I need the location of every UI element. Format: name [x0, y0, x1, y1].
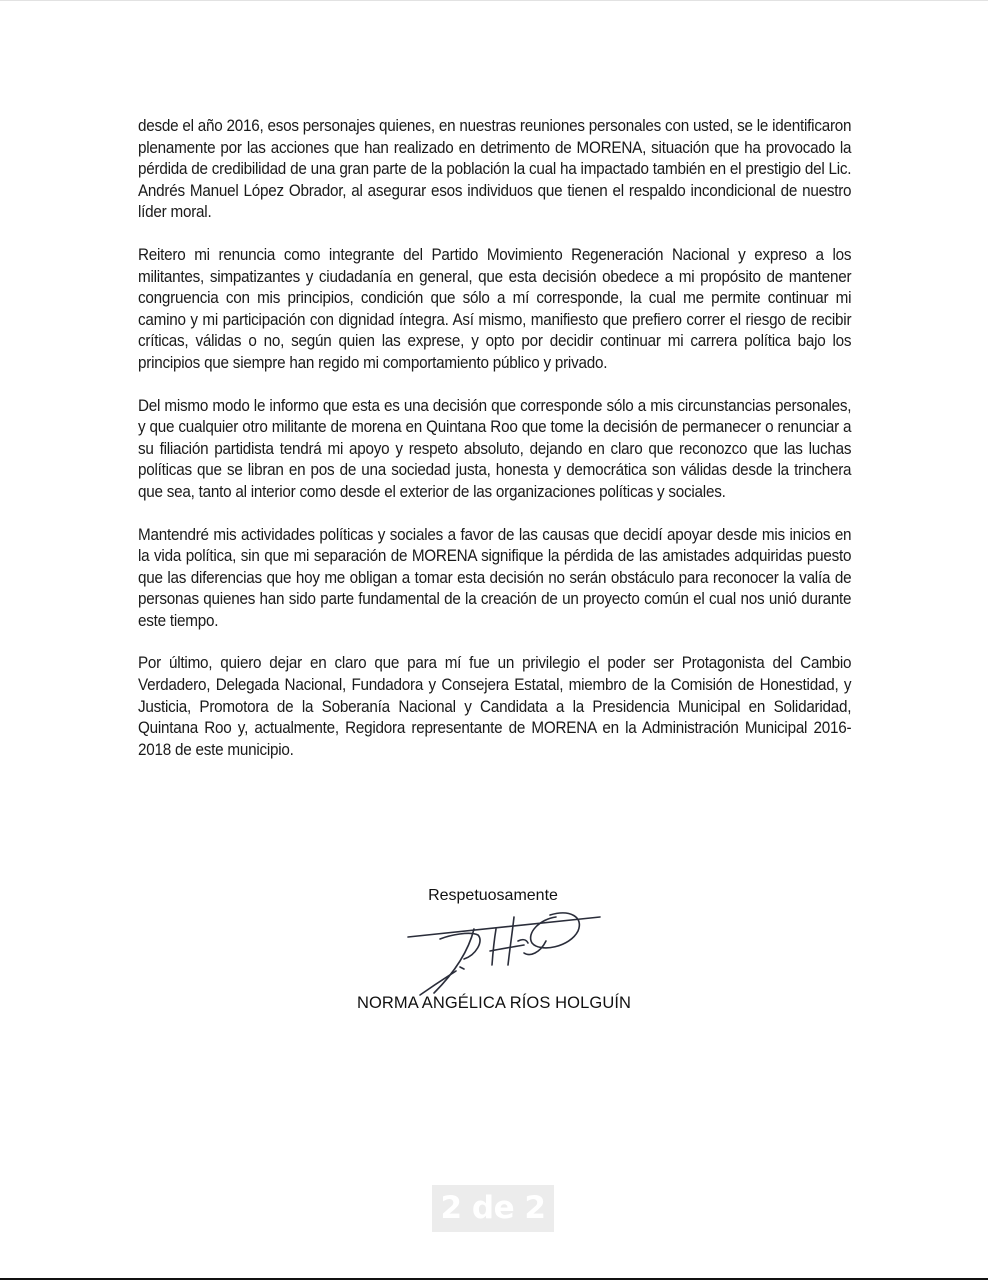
page-indicator: 2 de 2 [432, 1185, 554, 1232]
closing-text: Respetuosamente [428, 887, 558, 904]
paragraph-5: Por último, quiero dejar en claro que para mí fue un privilegio el poder ser Protagonista del Cambio Verdadero, Delegada Nacional, Fundadora y Consejera Estatal, miembro de la Comisión de Honestidad, y Justicia, Promotora de la Soberanía Nacional y Candidata a la Presidencia Municipal en Solidaridad, Quintana Roo y, actualmente, Regidora representante de MORENA en la Administración Municipal 2016-2018 de este municipio. [138, 654, 852, 759]
signer-name [0, 994, 988, 1013]
paragraph-3: Del mismo modo le informo que esta es una decisión que corresponde sólo a mis circunstancias personales, y que cualquier otro militante de morena en Quintana Roo que tome la decisión de permanecer o renunciar a su filiación partidista tendrá mi apoyo y respeto absoluto, dejando en claro que reconozco que las luchas políticas que se libran en pos de una sociedad justa, honesta y democrática son válidas desde la trinchera que sea, tanto al interior como desde el exterior de las organizaciones políticas y sociales. [138, 396, 852, 501]
page-top-edge [0, 0, 988, 1]
paragraph-1: desde el año 2016, esos personajes quienes, en nuestras reuniones personales con usted, se le identificaron plenamente por las acciones que han realizado en detrimento de MORENA, situación que ha provocado la pérdida de credibilidad de una gran parte de la población la cual ha impactado también en el prestigio del Lic. Andrés Manuel López Obrador, al asegurar esos individuos que tienen el respaldo incondicional de nuestro líder moral. [138, 117, 852, 222]
paragraph-4: Mantendré mis actividades políticas y sociales a favor de las causas que decidí apoyar desde mis inicios en la vida política, sin que mi separación de MORENA signifique la pérdida de las amistades adquiridas puesto que las diferencias que hoy me obligan a tomar esta decisión no serán obstáculo para reconocer la valía de personas quienes han sido parte fundamental de la creación de un proyecto común el cual nos unió durante este tiempo. [138, 525, 852, 630]
letter-body [138, 116, 851, 782]
signer-name-text: NORMA ANGÉLICA RÍOS HOLGUÍN [356, 994, 632, 1012]
paragraph-2: Reitero mi renuncia como integrante del Partido Movimiento Regeneración Nacional y expreso a los militantes, simpatizantes y ciudadanía en general, que esta decisión obedece a mi propósito de mantener congruencia con mis principios, condición que sólo a mí corresponde, la cual me permite continuar mi camino y mi participación con dignidad íntegra. Así mismo, manifiesto que prefiero correr el riesgo de recibir críticas, válidas o no, según quien las exprese, y opto por decidir continuar mi carrera política bajo los principios que siempre han regido mi comportamiento público y privado. [138, 245, 852, 372]
handwritten-signature-icon [400, 895, 610, 1000]
